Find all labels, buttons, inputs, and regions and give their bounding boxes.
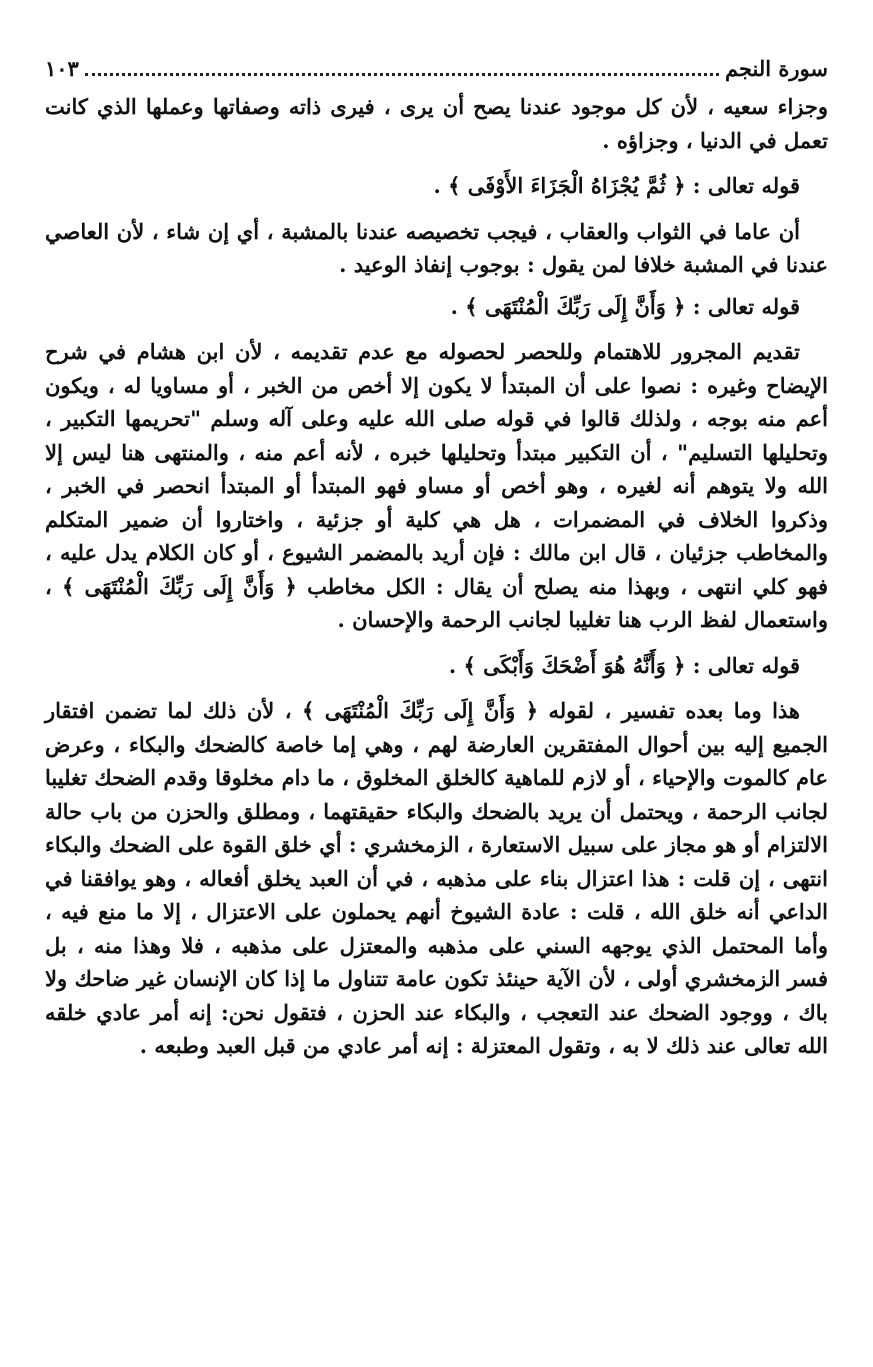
header-dotted-leader: [85, 59, 719, 76]
surah-title: سورة النجم: [724, 56, 828, 81]
page: [45, 56, 828, 1063]
paragraph-2: أن عاما في الثواب والعقاب ، فيجب تخصيصه عندنا بالمشبة ، أي إن شاء ، لأن العاصي عندنا في المشبة خلافا لمن يقول : بوجوب إنفاذ الوعيد .: [45, 218, 828, 277]
paragraph-1: وجزاء سعيه ، لأن كل موجود عندنا يصح أن يرى ، فيرى ذاته وصفاتها وعملها الذي كانت تعمل في الدنيا ، وجزاؤه .: [45, 94, 828, 153]
paragraph-4: هذا وما بعده تفسير ، لقوله ﴿ وَأَنَّ إِلَى رَبِّكَ الْمُنْتَهَى ﴾ ، لأن ذلك لما تضمن افتقار الجميع إليه بين أحوال المفتقرين العارضة لهم ، وهي إما خاصة كالضحك والبكاء ، وعرض عام كالموت والإحياء ، أو لازم للماهية كالخلق المخلوق ، ما دام مخلوقا وقدم الضحك تغليبا لجانب الرحمة ، ويحتمل أن يريد بالضحك والبكاء حقيقتهما ، ومطلق والحزن من باب حالة الالتزام أو هو مجاز على سبيل الاستعارة ، الزمخشري : أي خلق القوة على الضحك والبكاء انتهى ، إن قلت : هذا اعتزال بناء على مذهبه ، في أن العبد يخلق أفعاله ، وهو يوافقنا في الداعي أنه خلق الله ، قلت : عادة الشيوخ أنهم يحملون على الاعتزال ، إلا ما منع فيه ، وأما المحتمل الذي يوجهه السني على مذهبه والمعتزل على مذهبه ، فلا وهذا منه ، بل فسر الزمخشري أولى ، لأن الآية حينئذ تكون عامة تتناول ما إذا كان الإنسان غير ضاحك ولا باك ، ووجود الضحك عند التعجب ، والبكاء عند الحزن ، فتقول نحن: إنه أمر عادي خلقه الله تعالى عند ذلك لا به ، وتقول المعتزلة : إنه أمر عادي من قبل العبد وطبعه .: [45, 698, 828, 1058]
verse-heading-2: قوله تعالى : ﴿ وَأَنَّ إِلَى رَبِّكَ الْمُنْتَهَى ﴾ .: [450, 293, 800, 319]
verse-heading-1: قوله تعالى : ﴿ ثُمَّ يُجْزَاهُ الْجَزَاءَ الأَوْفَى ﴾ .: [433, 173, 800, 198]
paragraph-3: تقديم المجرور للاهتمام وللحصر لحصوله مع عدم تقديمه ، لأن ابن هشام في شرح الإيضاح وغيره : نصوا على أن المبتدأ لا يكون إلا أخص من الخبر ، أو مساويا له ، ويكون أعم منه بوجه ، ولذلك قالوا في قوله صلى الله عليه وعلى آله وسلم "تحريمها التكبير ، وتحليلها التسليم" ، أن التكبير مبتدأ وتحليلها خبره ، لأنه أعم منه ، والمنتهى هنا ليس إلا الله ولا يتوهم أنه لغيره ، وهو أخص أو مساو فهو المبتدأ أو المبتدأ انحصر في الخبر ، وذكروا الخلاف في المضمرات ، هل هي كلية أو جزئية ، واختاروا أن ضمير المتكلم والمخاطب جزئيان ، قال ابن مالك : فإن أريد بالمضمر الشيوع ، أو كان الكلام يدل عليه ، فهو كلي انتهى ، وبهذا منه يصلح أن يقال : الكل مخاطب ﴿ وَأَنَّ إِلَى رَبِّكَ الْمُنْتَهَى ﴾ ، واستعمال لفظ الرب هنا تغليبا لجانب الرحمة والإحسان .: [45, 339, 828, 632]
page-number: ١٠٣: [45, 56, 79, 81]
verse-heading-3: قوله تعالى : ﴿ وَأَنَّهُ هُوَ أَضْحَكَ وَأَبْكَى ﴾ .: [448, 652, 800, 678]
running-header: [45, 56, 828, 90]
